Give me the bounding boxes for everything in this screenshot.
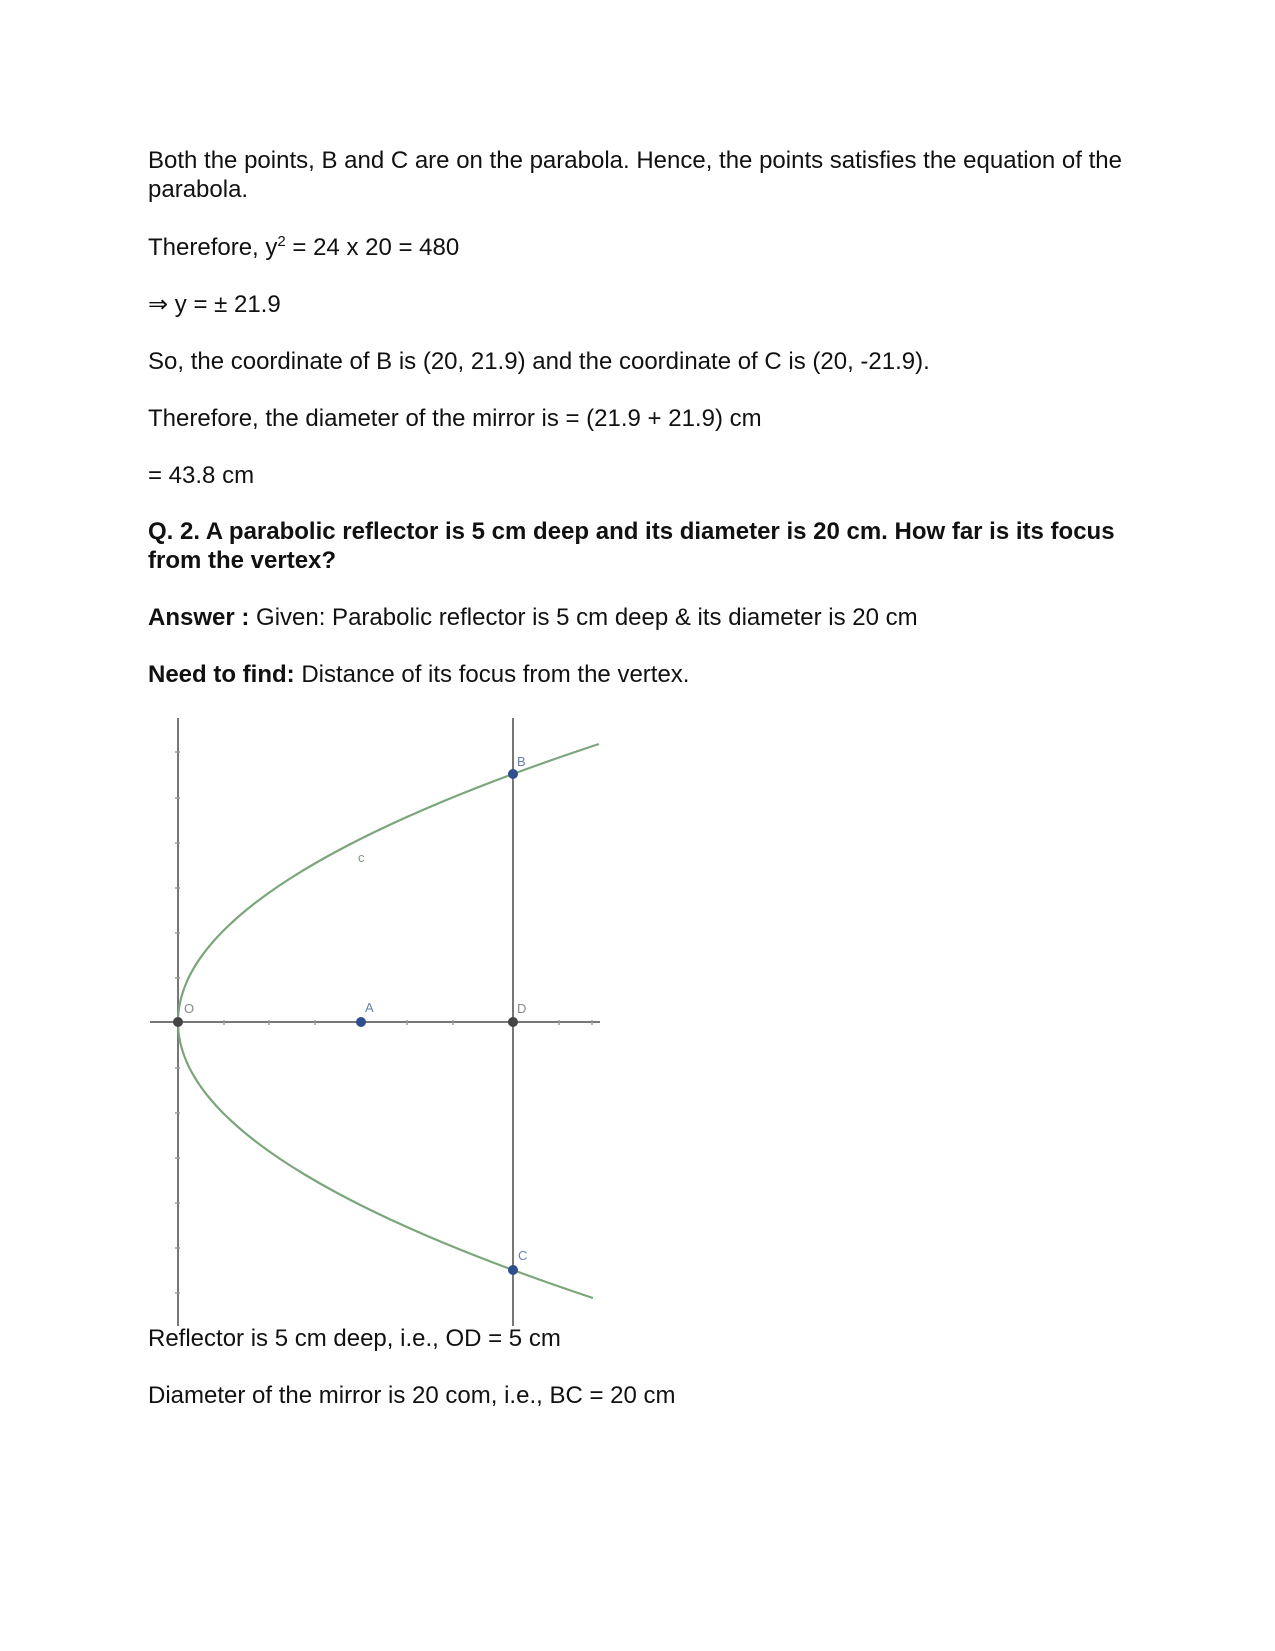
point-a [356, 1017, 366, 1027]
parabola-diagram [140, 718, 610, 1338]
paragraph-mirror-diameter: Diameter of the mirror is 20 com, i.e., BC = 20 cm [148, 1382, 676, 1409]
answer-text: Given: Parabolic reflector is 5 cm deep & its diameter is 20 cm [249, 604, 918, 631]
parabola-diagram-svg [140, 718, 610, 1338]
need-to-find-text: Distance of its focus from the vertex. [294, 661, 690, 688]
equation-text-pre: Therefore, y [148, 234, 278, 261]
point-o [173, 1017, 183, 1027]
question-2-heading: Q. 2. A parabolic reflector is 5 cm deep and its diameter is 20 cm. How far is its focus from the vertex? [148, 518, 1115, 574]
point-d-label: D [517, 1001, 527, 1016]
paragraph-diameter-formula: Therefore, the diameter of the mirror is = (21.9 + 21.9) cm [148, 405, 762, 432]
paragraph-y-value: ⇒ y = ± 21.9 [148, 291, 281, 318]
point-c-label: C [518, 1248, 528, 1263]
paragraph-need-to-find [148, 660, 1128, 689]
paragraph-coordinates: So, the coordinate of B is (20, 21.9) and the coordinate of C is (20, -21.9). [148, 348, 930, 375]
answer-label: Answer : [148, 604, 250, 631]
paragraph-answer [148, 603, 1128, 632]
need-to-find-label: Need to find: [148, 661, 295, 688]
paragraph-diameter-result: = 43.8 cm [148, 462, 255, 489]
point-a-label: A [365, 1000, 374, 1015]
curve-label: c [358, 850, 365, 865]
paragraph-points-on-parabola: Both the points, B and C are on the parabola. Hence, the points satisfies the equation of the parabola. [148, 147, 1122, 203]
point-b-label: B [517, 754, 526, 769]
point-o-label: O [184, 1001, 195, 1016]
superscript-exponent: 2 [277, 233, 286, 250]
point-d [508, 1017, 518, 1027]
paragraph-reflector-depth: Reflector is 5 cm deep, i.e., OD = 5 cm [148, 1325, 561, 1352]
point-b [508, 769, 518, 779]
paragraph-equation-y-squared [148, 233, 1128, 262]
equation-text-post: = 24 x 20 = 480 [285, 234, 460, 261]
point-c [508, 1265, 518, 1275]
